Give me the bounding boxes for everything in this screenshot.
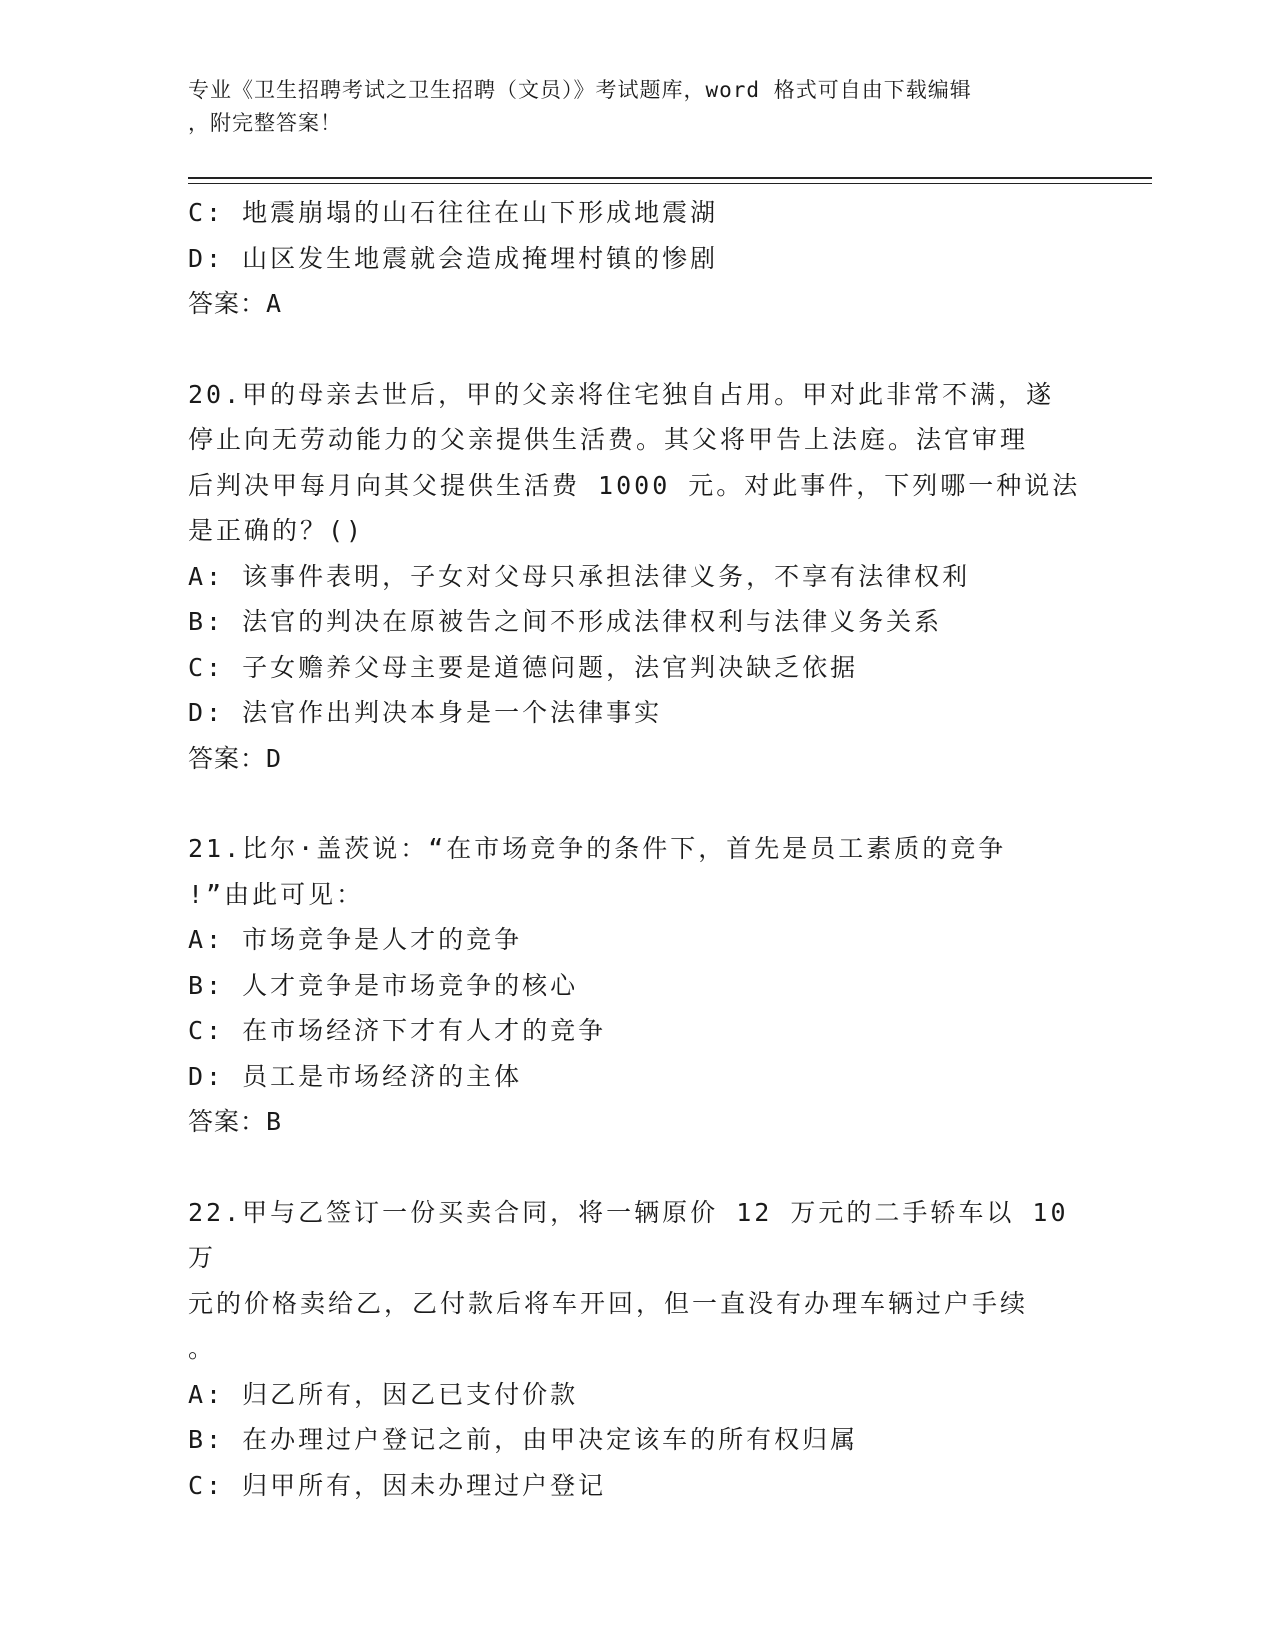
option-d: D: 山区发生地震就会造成掩埋村镇的惨剧	[188, 243, 719, 273]
option-b: B: 在办理过户登记之前，由甲决定该车的所有权归属	[188, 1425, 859, 1454]
option-a: A: 归乙所有，因乙已支付价款	[188, 1379, 579, 1409]
previous-question-tail	[188, 190, 1088, 327]
question-text-line: 20.甲的母亲去世后，甲的父亲将住宅独自占用。甲对此非常不满，遂	[188, 379, 1055, 409]
answer-line: 答案：A	[188, 289, 283, 318]
option-d: D: 法官作出判决本身是一个法律事实	[188, 698, 663, 727]
question-22	[188, 1190, 1088, 1509]
option-c: C: 归甲所有，因未办理过户登记	[188, 1470, 607, 1500]
option-a: A: 市场竞争是人才的竞争	[188, 925, 523, 954]
header-line-1: 专业《卫生招聘考试之卫生招聘（文员）》考试题库，word 格式可自由下载编辑	[188, 78, 972, 102]
document-header	[188, 74, 1068, 140]
question-21	[188, 826, 1088, 1145]
option-b: B: 人才竞争是市场竞争的核心	[188, 970, 579, 1000]
option-d: D: 员工是市场经济的主体	[188, 1061, 523, 1091]
question-text-line: 后判决甲每月向其父提供生活费 1000 元。对此事件，下列哪一种说法	[188, 470, 1081, 500]
option-b: B: 法官的判决在原被告之间不形成法律权利与法律义务关系	[188, 607, 943, 636]
question-text-line: 停止向无劳动能力的父亲提供生活费。其父将甲告上法庭。法官审理	[188, 425, 1029, 454]
option-c: C: 子女赡养父母主要是道德问题，法官判决缺乏依据	[188, 652, 859, 682]
spacer	[188, 327, 1088, 372]
question-text-line: 22.甲与乙签订一份买卖合同，将一辆原价 12 万元的二手轿车以 10 万	[188, 1197, 1087, 1272]
document-body	[188, 190, 1088, 1508]
option-c: C: 地震崩塌的山石往往在山下形成地震湖	[188, 198, 719, 227]
question-20	[188, 372, 1088, 782]
spacer	[188, 781, 1088, 826]
header-divider-thin	[188, 183, 1152, 184]
option-a: A: 该事件表明，子女对父母只承担法律义务，不享有法律权利	[188, 561, 971, 591]
question-text-line: 元的价格卖给乙，乙付款后将车开回，但一直没有办理车辆过户手续	[188, 1288, 1029, 1318]
answer-line: 答案：B	[188, 1107, 283, 1136]
answer-line: 答案：D	[188, 743, 283, 773]
header-divider-thick	[188, 177, 1152, 179]
option-c: C: 在市场经济下才有人才的竞争	[188, 1016, 607, 1045]
question-text-line: 。	[188, 1334, 217, 1363]
question-text-line: 21.比尔·盖茨说：“在市场竞争的条件下，首先是员工素质的竞争	[188, 834, 1007, 863]
header-line-2: ，附完整答案！	[188, 111, 342, 135]
question-text-line: !”由此可见：	[188, 879, 365, 909]
question-text-line: 是正确的？()	[188, 516, 365, 545]
spacer	[188, 1145, 1088, 1190]
